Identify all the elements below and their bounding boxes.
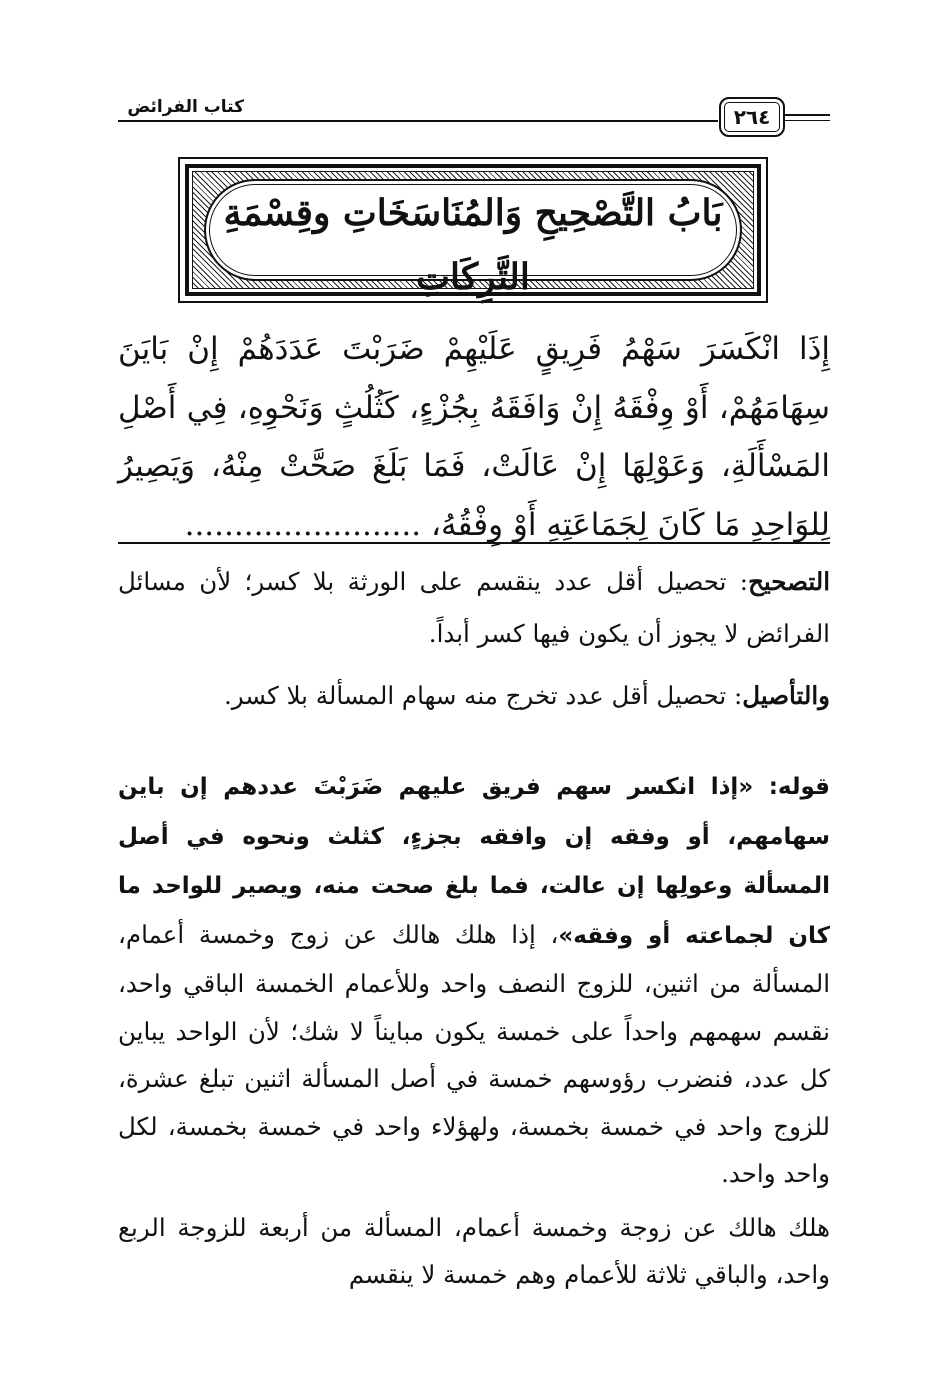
page-header <box>118 94 830 138</box>
definition-term: التصحيح <box>748 567 830 596</box>
commentary-paragraph <box>118 1204 830 1299</box>
running-book-title: كتاب الفرائض <box>118 94 248 120</box>
definition-paragraph <box>118 670 830 722</box>
page-number: ٢٦٤ <box>733 105 771 129</box>
matn-paragraph <box>118 320 830 554</box>
header-rule-double-bottom <box>782 120 830 121</box>
matn-text-block <box>118 320 830 554</box>
title-cartouche <box>204 179 742 298</box>
matn-separator-rule <box>118 542 830 544</box>
commentary-text: ، إذا هلك هالك عن زوج وخمسة أعمام، المسألة من اثنين، للزوج النصف واحد وللأعمام الخمسة الباقي واحد، نقسم سهمهم واحداً على خمسة يكون مبايناً لا شك؛ لأن الواحد يباين كل عدد، فنضرب رؤوسهم خمسة في أصل المسألة اثنين تبلغ عشرة، للزوج واحد في خمسة بخمسة، ولهؤلاء واحد في خمسة بخمسة، لكل واحد واحد. <box>118 919 831 1188</box>
definition-text: : تحصيل أقل عدد تخرج منه سهام المسألة بلا كسر. <box>223 681 743 710</box>
chapter-title-frame <box>178 157 768 303</box>
chapter-title: بَابُ التَّصْحِيحِ وَالمُنَاسَخَاتِ وقِسْمَةِ التَّرِكَاتِ <box>223 192 723 298</box>
qawl-label: قوله: <box>768 774 830 800</box>
definition-term: والتأصيل <box>742 681 830 710</box>
definition-text: : تحصيل أقل عدد ينقسم على الورثة بلا كسر؛ لأن مسائل الفرائض لا يجوز أن يكون فيها كسر أبداً. <box>118 567 830 648</box>
commentary-text: هلك هالك عن زوجة وخمسة أعمام، المسألة من أربعة للزوجة الربع واحد، والباقي ثلاثة للأعمام وهم خمسة لا ينقسم <box>118 1212 830 1289</box>
commentary-block <box>118 762 830 1299</box>
header-rule <box>118 120 718 122</box>
matn-text: إِذَا انْكَسَرَ سَهْمُ فَرِيقٍ عَلَيْهِمْ ضَرَبْتَ عَدَدَهُمْ إِنْ بَايَنَ سِهَامَهُمْ، أَوْ وِفْقَهُ إِنْ وَافَقَهُ بِجُزْءٍ، كَثُلُثٍ وَنَحْوِهِ، فِي أَصْلِ المَسْأَلَةِ، وَعَوْلِهَا إِنْ عَالَتْ، فَمَا بَلَغَ صَحَّتْ مِنْهُ، وَيَصِيرُ لِلوَاحِدِ مَا كَانَ لِجَمَاعَتِهِ أَوْ وِفْقُهُ، <box>118 331 830 543</box>
qawl-quote: «إذا انكسر سهم فريق عليهم ضَرَبْتَ عددهم إن باين سهامهم، أو وفقه إن وافقه بجزءٍ، كثلث ونحوه في أصل المسألة وعولِها إن عالت، فما بلغ صحت منه، ويصير للواحد ما كان لجماعته أو وفقه» <box>118 774 830 949</box>
definition-paragraph <box>118 556 830 660</box>
matn-continuation-dots: ........................ <box>184 506 422 543</box>
definitions-block <box>118 556 830 722</box>
header-rule-double-top <box>782 114 830 116</box>
page-number-badge <box>719 97 785 137</box>
commentary-paragraph <box>118 762 830 1198</box>
